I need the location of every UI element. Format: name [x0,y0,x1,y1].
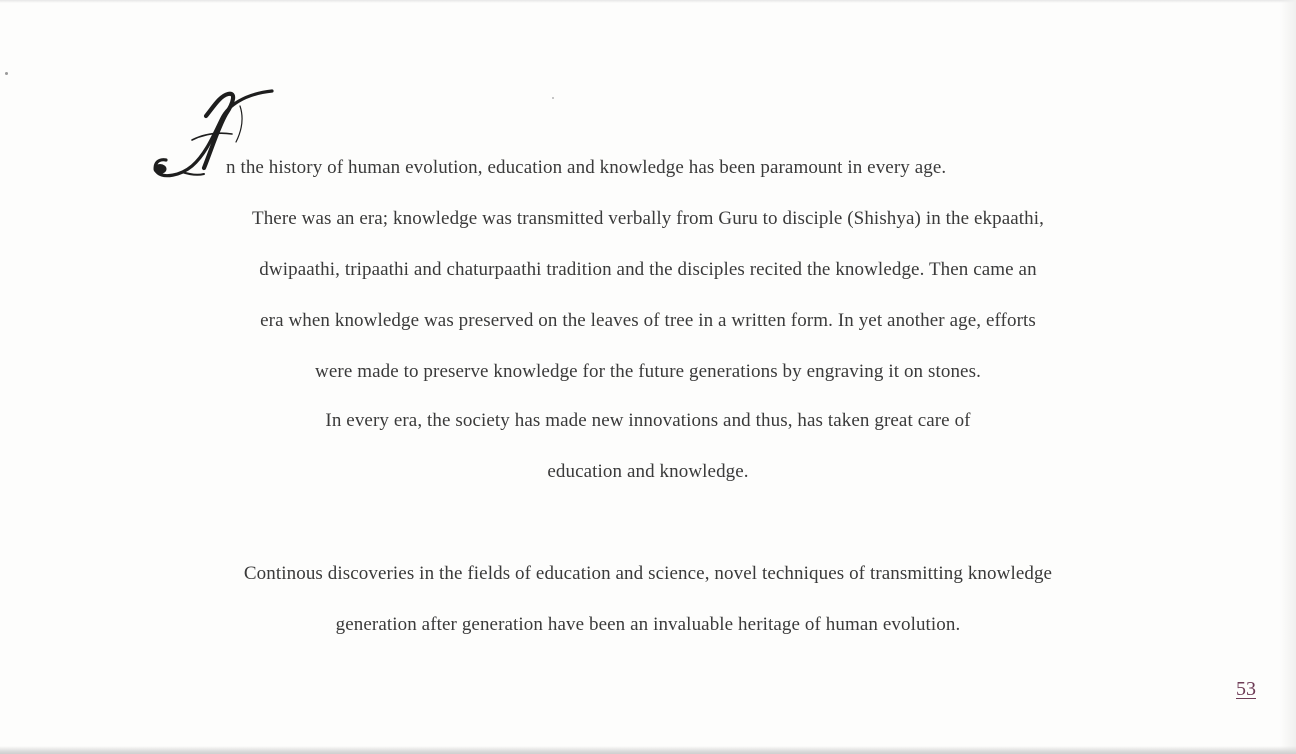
paragraph-1-line-3: dwipaathi, tripaathi and chaturpaathi tradition and the disciples recited the knowledge. Then came an [259,259,1037,280]
scan-speck [5,72,8,75]
paragraph-1-line-4: era when knowledge was preserved on the leaves of tree in a written form. In yet another age, efforts [260,310,1036,331]
paragraph-2-line-2: generation after generation have been an invaluable heritage of human evolution. [335,614,961,635]
paragraph-2-line-1: Continous discoveries in the fields of education and science, novel techniques of transmitting knowledge [243,563,1053,584]
scan-speck [552,97,554,99]
page-top-edge [0,0,1296,3]
paragraph-1-line-7: education and knowledge. [547,461,749,482]
paragraph-1-line-5: were made to preserve knowledge for the future generations by engraving it on stones. [315,361,981,382]
page-number: 53 [1236,678,1256,700]
paragraph-1-line-1: n the history of human evolution, education and knowledge has been paramount in every age. [226,157,947,178]
paragraph-1-line-6: In every era, the society has made new innovations and thus, has taken great care of [325,410,971,431]
paragraph-1-line-2: There was an era; knowledge was transmitted verbally from Guru to disciple (Shishya) in the ekpaathi, [251,208,1045,229]
page-bottom-edge [0,746,1296,754]
